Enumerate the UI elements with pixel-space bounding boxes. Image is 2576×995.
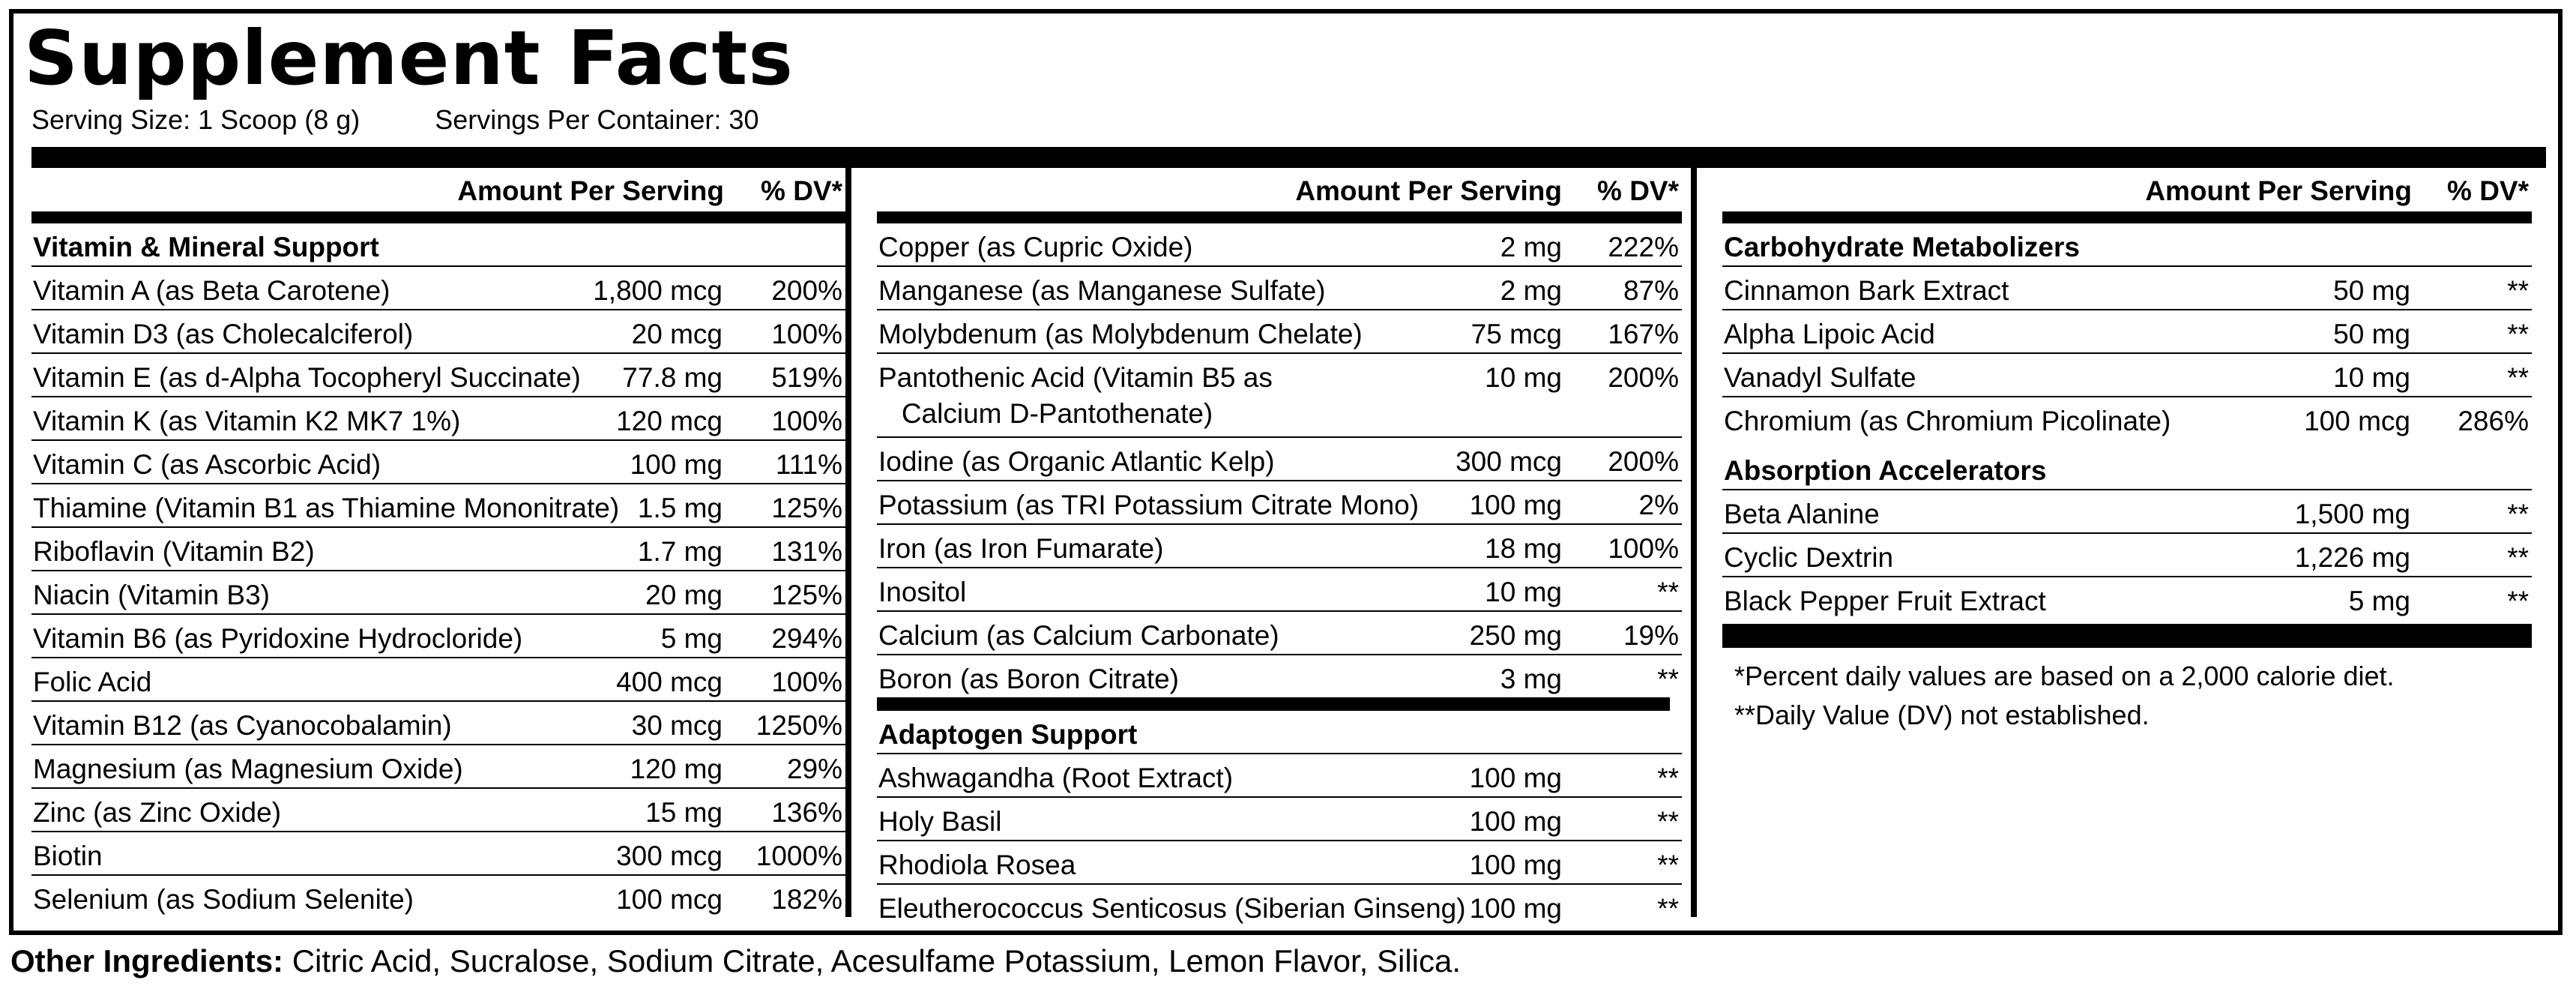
nutrient-row	[31, 702, 845, 745]
nutrient-amount: 5 mg	[660, 623, 723, 654]
nutrient-dv: 167%	[1608, 319, 1679, 349]
nutrient-row	[877, 841, 1682, 885]
nutrient-name: Vitamin E (as d-Alpha Tocopheryl Succinate)	[33, 362, 581, 393]
nutrient-row	[31, 745, 845, 789]
dv-header: % DV*	[2447, 175, 2529, 206]
nutrient-row	[1722, 267, 2532, 310]
nutrient-dv: 87%	[1623, 275, 1679, 306]
nutrient-name: Vitamin B6 (as Pyridoxine Hydrocloride)	[33, 623, 523, 654]
nutrient-name: Niacin (Vitamin B3)	[33, 580, 270, 610]
nutrient-name: Iodine (as Organic Atlantic Kelp)	[878, 446, 1275, 477]
nutrient-row	[877, 612, 1682, 655]
nutrient-dv: 111%	[775, 449, 842, 480]
nutrient-amount: 77.8 mg	[622, 362, 723, 393]
other-ingredients-label: Other Ingredients:	[10, 943, 284, 979]
nutrient-dv: 131%	[771, 536, 842, 567]
nutrient-name: Ashwagandha (Root Extract)	[878, 763, 1234, 793]
nutrient-row	[877, 310, 1682, 354]
nutrient-row	[877, 354, 1682, 438]
nutrient-name: Copper (as Cupric Oxide)	[878, 232, 1193, 262]
nutrient-amount: 30 mcg	[631, 710, 723, 741]
nutrient-amount: 100 mg	[1469, 490, 1562, 520]
nutrient-amount: 300 mcg	[616, 841, 723, 871]
serving-info	[31, 103, 758, 136]
nutrient-amount: 400 mcg	[616, 667, 723, 697]
footnote-bar	[1722, 624, 2532, 648]
nutrient-amount: 3 mg	[1500, 664, 1562, 694]
nutrient-dv: 100%	[1608, 533, 1679, 564]
nutrient-amount: 100 mg	[1469, 763, 1562, 793]
nutrient-dv: 136%	[771, 797, 842, 828]
nutrient-dv: 222%	[1608, 232, 1679, 262]
column-divider	[1691, 168, 1697, 917]
nutrient-row	[31, 789, 845, 832]
nutrient-dv: **	[1657, 664, 1679, 694]
nutrient-name: Manganese (as Manganese Sulfate)	[878, 275, 1326, 306]
column-3	[1722, 168, 2532, 730]
footnote-dv-not-established: **Daily Value (DV) not established.	[1734, 700, 2150, 730]
other-ingredients-text: Citric Acid, Sucralose, Sodium Citrate, Acesulfame Potassium, Lemon Flavor, Silica.	[283, 943, 1462, 979]
nutrient-row	[877, 525, 1682, 568]
nutrient-amount: 120 mcg	[616, 406, 723, 436]
section-title: Adaptogen Support	[878, 719, 1138, 750]
nutrient-dv: **	[1657, 577, 1679, 607]
nutrient-name: Riboflavin (Vitamin B2)	[33, 536, 315, 567]
nutrient-row	[877, 885, 1682, 927]
nutrient-dv: **	[2507, 275, 2529, 306]
other-ingredients	[10, 937, 1461, 985]
nutrient-dv: 29%	[786, 754, 842, 784]
nutrient-amount: 10 mg	[2333, 362, 2410, 393]
nutrient-name: Eleutherococcus Senticosus (Siberian Ginseng)	[878, 893, 1466, 924]
nutrient-dv: **	[1657, 893, 1679, 924]
panel-title: Supplement Facts	[24, 14, 794, 102]
dv-header: % DV*	[1597, 175, 1679, 206]
nutrient-dv: **	[2507, 319, 2529, 349]
column-divider	[845, 168, 851, 917]
section-title: Carbohydrate Metabolizers	[1724, 232, 2080, 262]
section-divider	[877, 697, 1670, 711]
nutrient-amount: 100 mg	[1469, 893, 1562, 924]
nutrient-amount: 1,800 mcg	[593, 275, 723, 306]
nutrient-row	[31, 658, 845, 702]
nutrient-name: Black Pepper Fruit Extract	[1724, 586, 2046, 616]
nutrient-row	[877, 267, 1682, 310]
column-2	[877, 168, 1682, 927]
nutrient-dv: 1000%	[755, 841, 842, 871]
nutrient-amount: 100 mcg	[2304, 406, 2410, 436]
nutrient-amount: 20 mg	[645, 580, 723, 610]
nutrient-name: Biotin	[33, 841, 103, 871]
nutrient-name: Alpha Lipoic Acid	[1724, 319, 1935, 349]
nutrient-name: Cyclic Dextrin	[1724, 542, 1894, 573]
nutrient-amount: 100 mcg	[616, 884, 723, 915]
nutrient-amount: 10 mg	[1485, 362, 1562, 393]
nutrient-dv: **	[2507, 362, 2529, 393]
amount-header: Amount Per Serving	[2145, 175, 2412, 206]
nutrient-dv: **	[2507, 542, 2529, 573]
dv-header: % DV*	[761, 175, 842, 206]
nutrient-amount: 250 mg	[1469, 620, 1562, 651]
amount-header: Amount Per Serving	[1295, 175, 1562, 206]
amount-header: Amount Per Serving	[457, 175, 724, 206]
nutrient-row	[31, 441, 845, 484]
nutrient-row	[31, 484, 845, 528]
section-header	[31, 223, 845, 267]
nutrient-amount: 18 mg	[1485, 533, 1562, 564]
nutrient-dv: 100%	[771, 406, 842, 436]
footnotes	[1734, 657, 2395, 735]
nutrient-amount: 75 mcg	[1471, 319, 1562, 349]
nutrient-amount: 50 mg	[2333, 275, 2410, 306]
servings-per-container: Servings Per Container: 30	[435, 104, 759, 135]
nutrient-amount: 1,500 mg	[2294, 499, 2410, 529]
section-title: Absorption Accelerators	[1724, 455, 2047, 486]
nutrient-dv: 19%	[1623, 620, 1679, 651]
nutrient-dv: 200%	[771, 275, 842, 306]
nutrient-dv: **	[1657, 763, 1679, 793]
nutrient-name: Potassium (as TRI Potassium Citrate Mono)	[878, 490, 1420, 520]
nutrient-row	[31, 310, 845, 354]
nutrient-dv: 286%	[2458, 406, 2529, 436]
nutrient-row	[1722, 577, 2532, 619]
nutrient-name: Holy Basil	[878, 806, 1002, 837]
nutrient-amount: 1,226 mg	[2294, 542, 2410, 573]
nutrient-name: Vitamin K (as Vitamin K2 MK7 1%)	[33, 406, 461, 436]
nutrient-name: Cinnamon Bark Extract	[1724, 275, 2009, 306]
nutrient-row	[1722, 310, 2532, 354]
serving-size: Serving Size: 1 Scoop (8 g)	[31, 104, 361, 135]
nutrient-name: Molybdenum (as Molybdenum Chelate)	[878, 319, 1363, 349]
nutrient-name: Inositol	[878, 577, 967, 607]
nutrient-row	[31, 397, 845, 441]
nutrient-row	[31, 528, 845, 571]
nutrient-dv: 200%	[1608, 446, 1679, 477]
nutrient-amount: 1.7 mg	[637, 536, 723, 567]
column-header	[1722, 168, 2532, 223]
nutrient-dv: 1250%	[755, 710, 842, 741]
nutrient-name: Chromium (as Chromium Picolinate)	[1724, 406, 2171, 436]
nutrient-name: Boron (as Boron Citrate)	[878, 664, 1180, 694]
header-bar	[31, 147, 2546, 168]
nutrient-amount: 300 mcg	[1456, 446, 1562, 477]
nutrient-name: Vitamin C (as Ascorbic Acid)	[33, 449, 381, 480]
section-header	[1722, 447, 2532, 490]
section-title: Vitamin & Mineral Support	[33, 232, 379, 262]
nutrient-name: Beta Alanine	[1724, 499, 1880, 529]
nutrient-dv: 2%	[1638, 490, 1679, 520]
nutrient-row	[1722, 397, 2532, 439]
nutrient-amount: 100 mg	[630, 449, 723, 480]
nutrient-dv: 200%	[1608, 362, 1679, 393]
nutrient-row	[31, 267, 845, 310]
nutrient-amount: 1.5 mg	[637, 493, 723, 523]
nutrient-row	[31, 571, 845, 615]
nutrient-name: Folic Acid	[33, 667, 152, 697]
nutrient-dv: 182%	[771, 884, 842, 915]
nutrient-amount: 20 mcg	[631, 319, 723, 349]
nutrient-row	[877, 481, 1682, 525]
nutrient-name: Thiamine (Vitamin B1 as Thiamine Mononitrate)	[33, 493, 620, 523]
section-header	[1722, 223, 2532, 267]
column-header	[31, 168, 845, 223]
nutrient-name: Rhodiola Rosea	[878, 850, 1076, 880]
nutrient-amount: 2 mg	[1500, 232, 1562, 262]
nutrient-name: Calcium (as Calcium Carbonate)	[878, 620, 1279, 651]
nutrient-dv: 519%	[771, 362, 842, 393]
nutrient-row	[31, 876, 845, 918]
nutrient-amount: 100 mg	[1469, 806, 1562, 837]
nutrient-dv: 125%	[771, 580, 842, 610]
nutrient-row	[877, 223, 1682, 267]
nutrient-row	[877, 754, 1682, 798]
nutrient-row	[877, 798, 1682, 841]
nutrient-row	[877, 655, 1682, 697]
footnote-dv-basis: *Percent daily values are based on a 2,000 calorie diet.	[1734, 661, 2395, 691]
nutrient-amount: 120 mg	[630, 754, 723, 784]
nutrient-name: Magnesium (as Magnesium Oxide)	[33, 754, 463, 784]
nutrient-dv: **	[1657, 806, 1679, 837]
nutrient-name: Iron (as Iron Fumarate)	[878, 533, 1164, 564]
nutrient-dv: **	[2507, 586, 2529, 616]
nutrient-name: Vitamin A (as Beta Carotene)	[33, 275, 390, 306]
nutrient-amount: 50 mg	[2333, 319, 2410, 349]
column-header	[877, 168, 1682, 223]
nutrient-dv: **	[2507, 499, 2529, 529]
nutrient-row	[1722, 354, 2532, 397]
nutrient-dv: 100%	[771, 667, 842, 697]
nutrient-amount: 15 mg	[645, 797, 723, 828]
nutrient-name: Selenium (as Sodium Selenite)	[33, 884, 414, 915]
nutrient-row	[1722, 490, 2532, 534]
nutrient-name: Vanadyl Sulfate	[1724, 362, 1916, 393]
nutrient-name: Pantothenic Acid (Vitamin B5 as Calcium D-Pantothenate)	[878, 362, 1273, 429]
nutrient-amount: 2 mg	[1500, 275, 1562, 306]
nutrient-row	[877, 438, 1682, 481]
nutrient-dv: 294%	[771, 623, 842, 654]
section-header	[877, 711, 1682, 754]
nutrient-dv: 125%	[771, 493, 842, 523]
nutrient-dv: 100%	[771, 319, 842, 349]
nutrient-name: Vitamin D3 (as Cholecalciferol)	[33, 319, 414, 349]
nutrient-name: Zinc (as Zinc Oxide)	[33, 797, 282, 828]
nutrient-amount: 10 mg	[1485, 577, 1562, 607]
nutrient-amount: 100 mg	[1469, 850, 1562, 880]
nutrient-row	[877, 568, 1682, 612]
column-1	[31, 168, 845, 918]
nutrient-row	[31, 832, 845, 876]
nutrient-row	[1722, 534, 2532, 577]
nutrient-amount: 5 mg	[2348, 586, 2410, 616]
nutrient-name: Vitamin B12 (as Cyanocobalamin)	[33, 710, 452, 741]
nutrient-dv: **	[1657, 850, 1679, 880]
nutrient-row	[31, 354, 845, 397]
nutrient-row	[31, 615, 845, 658]
